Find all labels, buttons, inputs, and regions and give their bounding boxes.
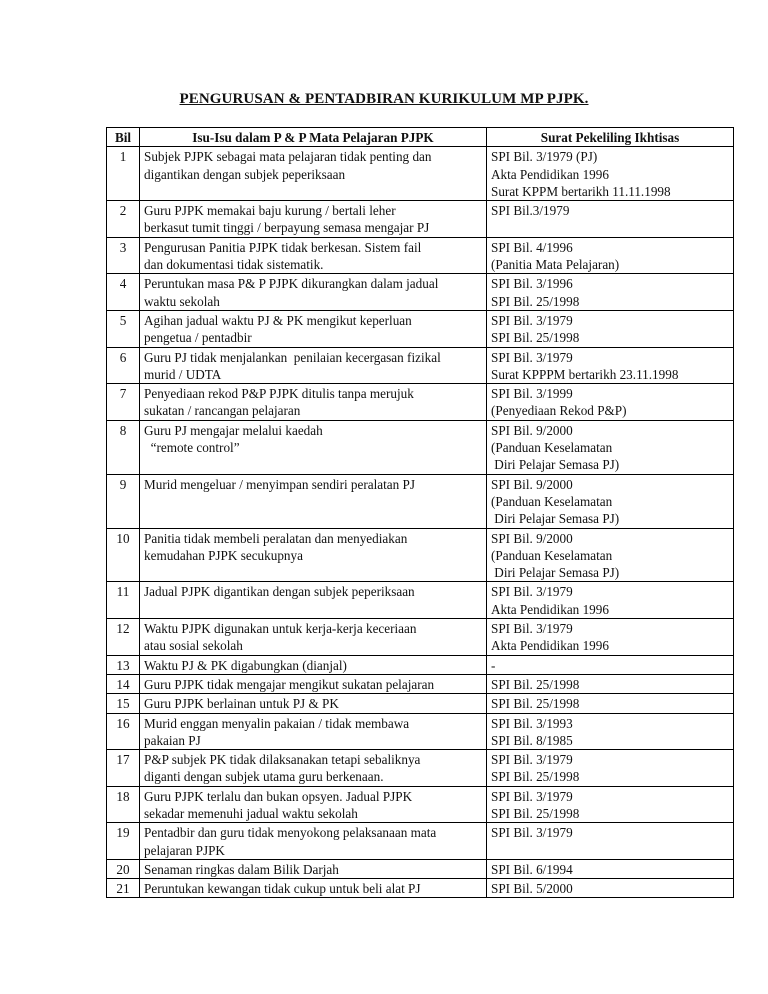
reference-line: SPI Bil. 5/2000 [491,881,573,897]
issue-line: Pengurusan Panitia PJPK tidak berkesan. Sistem fail [144,239,422,255]
reference-cell [487,201,734,238]
reference-cell [487,694,734,713]
reference-cell [487,420,734,474]
reference-line: Akta Pendidikan 1996 [491,601,609,617]
table-row [107,750,734,787]
row-number: 5 [107,310,140,347]
reference-cell [487,274,734,311]
issue-line: Pentadbir dan guru tidak menyokong pelaksanaan mata [144,825,437,841]
row-number: 16 [107,713,140,750]
table-row [107,859,734,878]
issue-line: Guru PJPK berlainan untuk PJ & PK [144,696,339,712]
table-row [107,655,734,674]
reference-line: SPI Bil. 3/1979 [491,584,573,600]
reference-line: SPI Bil. 3/1993 [491,715,573,731]
reference-line: SPI Bil. 8/1985 [491,732,573,748]
issue-cell [140,823,487,860]
issue-line: murid / UDTA [144,366,222,382]
issue-cell [140,347,487,384]
reference-line: (Panitia Mata Pelajaran) [491,257,620,273]
issue-line: Murid mengeluar / menyimpan sendiri peralatan PJ [144,476,416,492]
table-row [107,274,734,311]
issue-line: pakaian PJ [144,732,201,748]
reference-cell [487,310,734,347]
table-row [107,310,734,347]
reference-cell [487,347,734,384]
reference-line: Diri Pelajar Semasa PJ) [491,565,620,581]
issue-line: dan dokumentasi tidak sistematik. [144,257,324,273]
issue-line: Panitia tidak membeli peralatan dan menyediakan [144,530,408,546]
reference-line: (Panduan Keselamatan [491,547,613,563]
reference-line: (Penyediaan Rekod P&P) [491,403,627,419]
reference-cell [487,582,734,619]
reference-line: Surat KPPPM bertarikh 23.11.1998 [491,366,679,382]
issue-cell [140,750,487,787]
reference-cell [487,619,734,656]
row-number: 19 [107,823,140,860]
row-number: 3 [107,237,140,274]
reference-cell [487,823,734,860]
reference-line: Akta Pendidikan 1996 [491,638,609,654]
reference-line: SPI Bil. 6/1994 [491,861,573,877]
reference-line: SPI Bil. 25/1998 [491,769,580,785]
issue-line: Peruntukan kewangan tidak cukup untuk beli alat PJ [144,881,421,897]
reference-cell [487,713,734,750]
issue-cell [140,694,487,713]
issue-line: Guru PJ mengajar melalui kaedah [144,422,323,438]
table-row [107,786,734,823]
issue-line: Waktu PJ & PK digabungkan (dianjal) [144,657,347,673]
table-row [107,201,734,238]
reference-cell [487,674,734,693]
reference-line: (Panduan Keselamatan [491,440,613,456]
issue-line: kemudahan PJPK secukupnya [144,547,303,563]
reference-line: SPI Bil. 9/2000 [491,476,573,492]
row-number: 20 [107,859,140,878]
issue-line: Agihan jadual waktu PJ & PK mengikut keperluan [144,312,412,328]
row-number: 7 [107,384,140,421]
row-number: 18 [107,786,140,823]
reference-line: SPI Bil. 3/1979 [491,312,573,328]
issue-line: Subjek PJPK sebagai mata pelajaran tidak penting dan [144,149,432,165]
reference-line: SPI Bil.3/1979 [491,203,570,219]
reference-line: SPI Bil. 25/1998 [491,676,580,692]
reference-line: (Panduan Keselamatan [491,493,613,509]
row-number: 17 [107,750,140,787]
issue-cell [140,474,487,528]
row-number: 2 [107,201,140,238]
table-row [107,713,734,750]
table-row [107,823,734,860]
document-title: PENGURUSAN & PENTADBIRAN KURIKULUM MP PJPK. [179,91,589,107]
header-issue: Isu-Isu dalam P & P Mata Pelajaran PJPK [140,128,487,147]
reference-cell [487,879,734,898]
issue-cell [140,420,487,474]
header-bil: Bil [107,128,140,147]
issue-line: P&P subjek PK tidak dilaksanakan tetapi sebaliknya [144,752,421,768]
issue-cell [140,674,487,693]
row-number: 8 [107,420,140,474]
reference-cell [487,237,734,274]
row-number: 4 [107,274,140,311]
issue-line: Guru PJPK terlalu dan bukan opsyen. Jadual PJPK [144,788,413,804]
row-number: 1 [107,147,140,201]
reference-cell [487,655,734,674]
reference-line: SPI Bil. 25/1998 [491,330,580,346]
reference-line: SPI Bil. 9/2000 [491,422,573,438]
reference-line: SPI Bil. 3/1996 [491,276,573,292]
issue-line: Guru PJ tidak menjalankan penilaian kecergasan fizikal [144,349,441,365]
issue-cell [140,310,487,347]
reference-line: SPI Bil. 3/1979 [491,788,573,804]
table-row [107,879,734,898]
reference-line: Diri Pelajar Semasa PJ) [491,457,620,473]
issue-line: Senaman ringkas dalam Bilik Darjah [144,861,339,877]
issue-cell [140,384,487,421]
issue-line: berkasut tumit tinggi / berpayung semasa mengajar PJ [144,220,430,236]
issue-cell [140,274,487,311]
table-row [107,619,734,656]
issue-cell [140,201,487,238]
reference-line: SPI Bil. 3/1979 [491,752,573,768]
issue-line: sukatan / rancangan pelajaran [144,403,301,419]
reference-cell [487,528,734,582]
reference-line: - [491,657,496,673]
reference-line: Surat KPPM bertarikh 11.11.1998 [491,183,671,199]
row-number: 9 [107,474,140,528]
reference-line: SPI Bil. 9/2000 [491,530,573,546]
reference-cell [487,384,734,421]
table-row [107,147,734,201]
row-number: 13 [107,655,140,674]
table-body [107,147,734,898]
reference-cell [487,474,734,528]
reference-line: SPI Bil. 3/1979 (PJ) [491,149,598,165]
issue-line: Waktu PJPK digunakan untuk kerja-kerja keceriaan [144,621,417,637]
issue-cell [140,528,487,582]
issue-line: pengetua / pentadbir [144,330,252,346]
issue-cell [140,237,487,274]
row-number: 6 [107,347,140,384]
header-reference: Surat Pekeliling Ikhtisas [487,128,734,147]
row-number: 14 [107,674,140,693]
table-row [107,674,734,693]
reference-line: Diri Pelajar Semasa PJ) [491,511,620,527]
row-number: 10 [107,528,140,582]
reference-line: SPI Bil. 3/1979 [491,349,573,365]
table-row [107,347,734,384]
table-row [107,237,734,274]
issue-line: diganti dengan subjek utama guru berkenaan. [144,769,384,785]
issues-table [106,127,734,898]
issue-line: waktu sekolah [144,293,220,309]
issue-line: digantikan dengan subjek peperiksaan [144,166,346,182]
reference-cell [487,786,734,823]
reference-line: SPI Bil. 4/1996 [491,239,573,255]
issue-cell [140,713,487,750]
issue-line: “remote control” [144,440,240,456]
table-row [107,694,734,713]
issue-cell [140,786,487,823]
reference-cell [487,147,734,201]
table-row [107,582,734,619]
row-number: 21 [107,879,140,898]
issue-cell [140,879,487,898]
issue-line: Guru PJPK tidak mengajar mengikut sukatan pelajaran [144,676,435,692]
issue-cell [140,655,487,674]
row-number: 12 [107,619,140,656]
issue-line: Penyediaan rekod P&P PJPK ditulis tanpa merujuk [144,386,414,402]
table-row [107,420,734,474]
issue-line: sekadar memenuhi jadual waktu sekolah [144,805,358,821]
reference-line: SPI Bil. 25/1998 [491,805,580,821]
issue-line: atau sosial sekolah [144,638,243,654]
reference-line: SPI Bil. 25/1998 [491,696,580,712]
issue-line: pelajaran PJPK [144,842,225,858]
reference-line: SPI Bil. 25/1998 [491,293,580,309]
issue-cell [140,619,487,656]
reference-cell [487,859,734,878]
issue-line: Murid enggan menyalin pakaian / tidak membawa [144,715,410,731]
issue-line: Guru PJPK memakai baju kurung / bertali leher [144,203,396,219]
reference-line: Akta Pendidikan 1996 [491,166,609,182]
row-number: 11 [107,582,140,619]
document-title-wrap [0,90,768,108]
reference-line: SPI Bil. 3/1999 [491,386,573,402]
reference-line: SPI Bil. 3/1979 [491,621,573,637]
reference-line: SPI Bil. 3/1979 [491,825,573,841]
row-number: 15 [107,694,140,713]
table-row [107,384,734,421]
table-row [107,528,734,582]
table-header-row [107,128,734,147]
issue-cell [140,147,487,201]
issue-line: Jadual PJPK digantikan dengan subjek peperiksaan [144,584,415,600]
table-row [107,474,734,528]
reference-cell [487,750,734,787]
issue-cell [140,859,487,878]
issue-cell [140,582,487,619]
issue-line: Peruntukan masa P& P PJPK dikurangkan dalam jadual [144,276,439,292]
